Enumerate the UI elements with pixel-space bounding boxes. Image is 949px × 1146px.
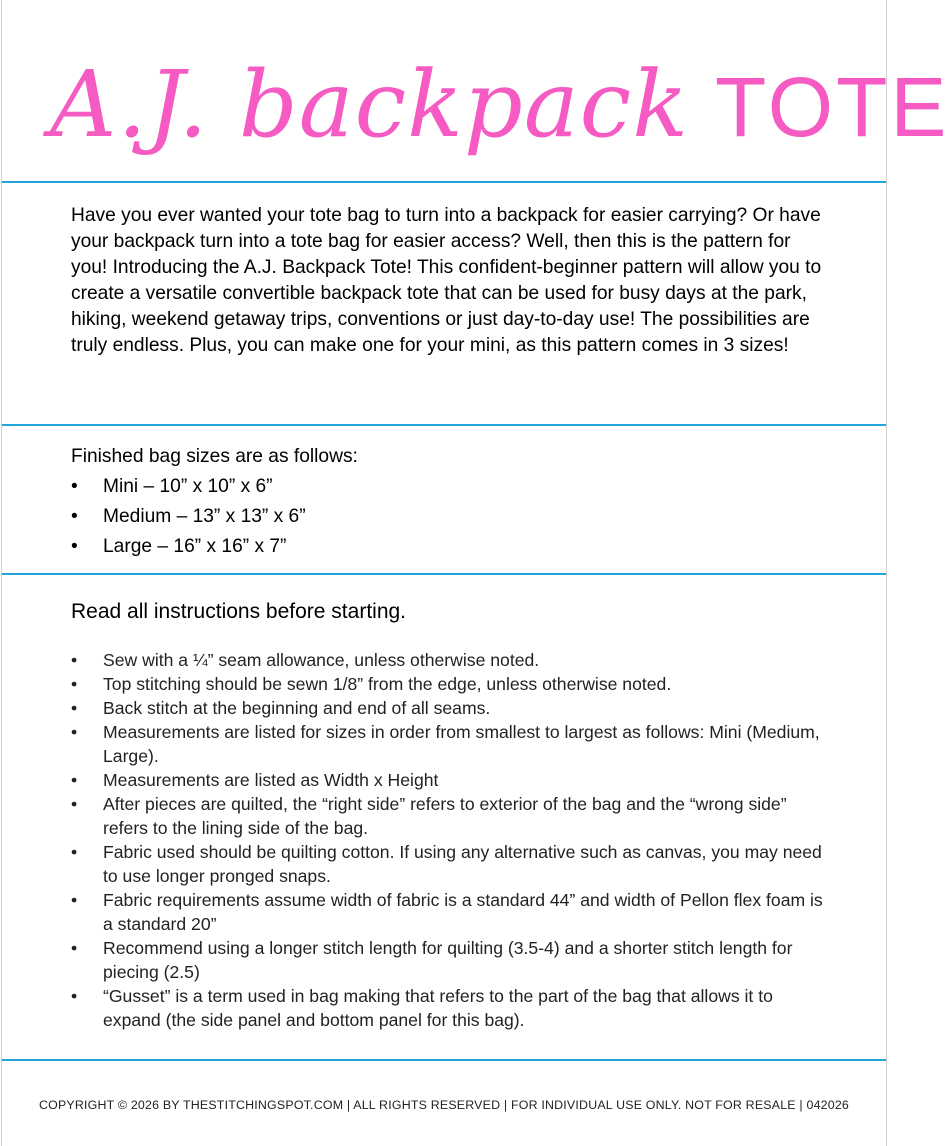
page-title: [50, 40, 949, 170]
instruction-item: • After pieces are quilted, the “right side” refers to exterior of the bag and the “wrong side” refers to the lining side of the bag.: [71, 792, 831, 840]
size-item-mini: • Mini – 10” x 10” x 6”: [71, 472, 306, 502]
instruction-item: • Sew with a ¼” seam allowance, unless otherwise noted.: [71, 648, 831, 672]
sizes-heading: Finished bag sizes are as follows:: [71, 446, 358, 467]
instruction-item: • Top stitching should be sewn 1/8” from the edge, unless otherwise noted.: [71, 672, 831, 696]
title-script-part: A.J. backpack: [50, 51, 689, 158]
instruction-item: • Measurements are listed as Width x Height: [71, 768, 831, 792]
copyright-footer: COPYRIGHT © 2026 BY THESTITCHINGSPOT.COM | ALL RIGHTS RESERVED | FOR INDIVIDUAL USE ONLY. NOT FOR RESALE | 042026: [38, 1098, 850, 1112]
instruction-item: • Back stitch at the beginning and end of all seams.: [71, 696, 831, 720]
instruction-item: • Fabric requirements assume width of fabric is a standard 44” and width of Pellon flex foam is a standard 20”: [71, 888, 831, 936]
size-item-medium: • Medium – 13” x 13” x 6”: [71, 502, 306, 532]
instructions-list: [71, 648, 831, 1032]
size-item-large: • Large – 16” x 16” x 7”: [71, 532, 306, 562]
title-caps-part: TOTE: [714, 60, 949, 154]
sizes-list: [71, 472, 306, 562]
instructions-heading: Read all instructions before starting.: [71, 600, 407, 623]
instruction-item: • Recommend using a longer stitch length for quilting (3.5-4) and a shorter stitch length for piecing (2.5): [71, 936, 831, 984]
divider-rule: [2, 1059, 886, 1061]
divider-rule: [2, 181, 886, 183]
instruction-item: • Fabric used should be quilting cotton. If using any alternative such as canvas, you may need to use longer pronged snaps.: [71, 840, 831, 888]
intro-paragraph: Have you ever wanted your tote bag to turn into a backpack for easier carrying? Or have your backpack turn into a tote bag for easier access? Well, then this is the pattern for you! Introducing the A.J. Backpack Tote! This confident-beginner pattern will allow you to create a versatile convertible backpack tote that can be used for busy days at the park, hiking, weekend getaway trips, conventions or just day-to-day use! The possibilities are truly endless. Plus, you can make one for your mini, as this pattern comes in 3 sizes!: [71, 205, 822, 357]
divider-rule: [2, 424, 886, 426]
divider-rule: [2, 573, 886, 575]
instruction-item: • “Gusset” is a term used in bag making that refers to the part of the bag that allows it to expand (the side panel and bottom panel for this bag).: [71, 984, 831, 1032]
instruction-item: • Measurements are listed for sizes in order from smallest to largest as follows: Mini (Medium, Large).: [71, 720, 831, 768]
